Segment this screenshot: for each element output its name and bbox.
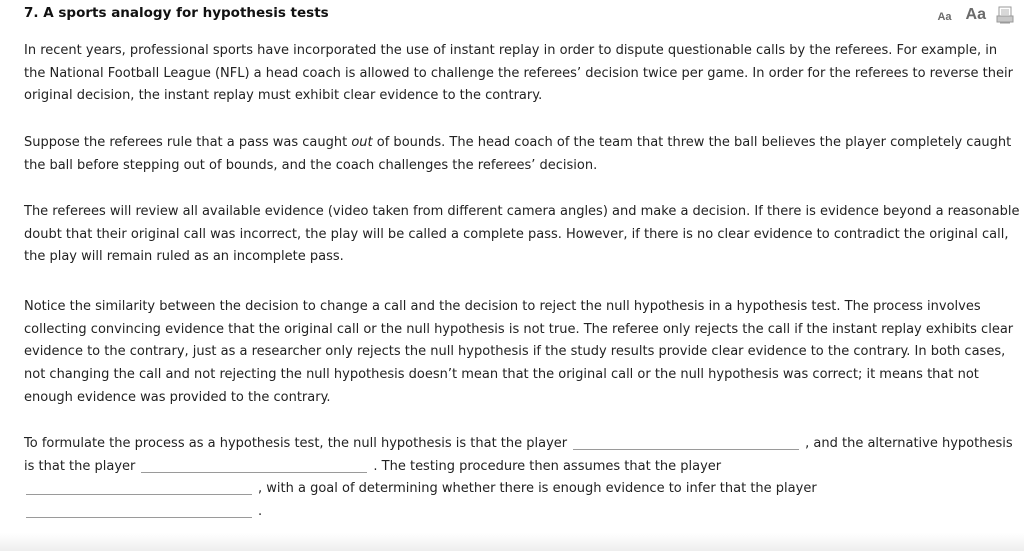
null-hypothesis-dropdown[interactable] bbox=[573, 435, 799, 450]
bottom-fade bbox=[0, 533, 1024, 551]
fill-in-text-2: , and the alternative hypothesis is that the player bbox=[24, 436, 1013, 474]
scenario-paragraph bbox=[24, 132, 1020, 177]
toolbar bbox=[937, 4, 1014, 24]
fill-in-text-4: , with a goal of determining whether there is enough evidence to infer that the player bbox=[258, 481, 817, 497]
scenario-text-end: of bounds. The head coach of the team that threw the ball believes the player completely caught the ball before stepping out of bounds, and the coach challenges the referees’ decision. bbox=[24, 135, 1012, 173]
testing-assumption-dropdown[interactable] bbox=[26, 480, 252, 495]
alternative-hypothesis-dropdown[interactable] bbox=[141, 458, 367, 473]
fill-in-paragraph bbox=[24, 433, 1020, 524]
conclusion-dropdown[interactable] bbox=[26, 503, 252, 518]
increase-font-button[interactable]: Aa bbox=[965, 6, 986, 23]
fill-in-text-1: To formulate the process as a hypothesis test, the null hypothesis is that the player bbox=[24, 436, 568, 451]
question-title: 7. A sports analogy for hypothesis tests bbox=[24, 5, 329, 21]
decrease-font-button[interactable]: Aa bbox=[937, 11, 952, 23]
review-paragraph: The referees will review all available evidence (video taken from different camera angles) and make a decision. If there is evidence beyond a reasonable doubt that their original call was incorrect, the play will be called a complete pass. However, if there is no clear evidence to contradict the original call, the play will remain ruled as an incomplete pass. bbox=[24, 204, 1020, 265]
intro-paragraph: In recent years, professional sports have incorporated the use of instant replay in order to dispute questionable calls by the referees. For example, in the National Football League (NFL) a head coach is allowed to challenge the referees’ decision twice per game. In order for the referees to reverse their original decision, the instant replay must exhibit clear evidence to the contrary. bbox=[24, 43, 1013, 104]
fill-in-text-5: . bbox=[258, 504, 263, 520]
fill-in-text-3: . The testing procedure then assumes that the player bbox=[373, 458, 722, 474]
scenario-emphasis: out bbox=[351, 135, 373, 150]
similarity-paragraph: Notice the similarity between the decision to change a call and the decision to reject the null hypothesis in a hypothesis test. The process involves collecting convincing evidence that the original call or the null hypothesis is not true. The referee only rejects the call if the instant replay exhibits clear evidence to the contrary, just as a researcher only rejects the null hypothesis if the study results provide clear evidence to the contrary. In both cases, not changing the call and not rejecting the null hypothesis doesn’t mean that the original call or the null hypothesis was correct; it means that not enough evidence was provided to the contrary. bbox=[24, 299, 1014, 405]
question-header bbox=[24, 5, 1014, 23]
print-icon[interactable] bbox=[996, 6, 1014, 24]
scenario-text-start: Suppose the referees rule that a pass was caught bbox=[24, 135, 352, 150]
